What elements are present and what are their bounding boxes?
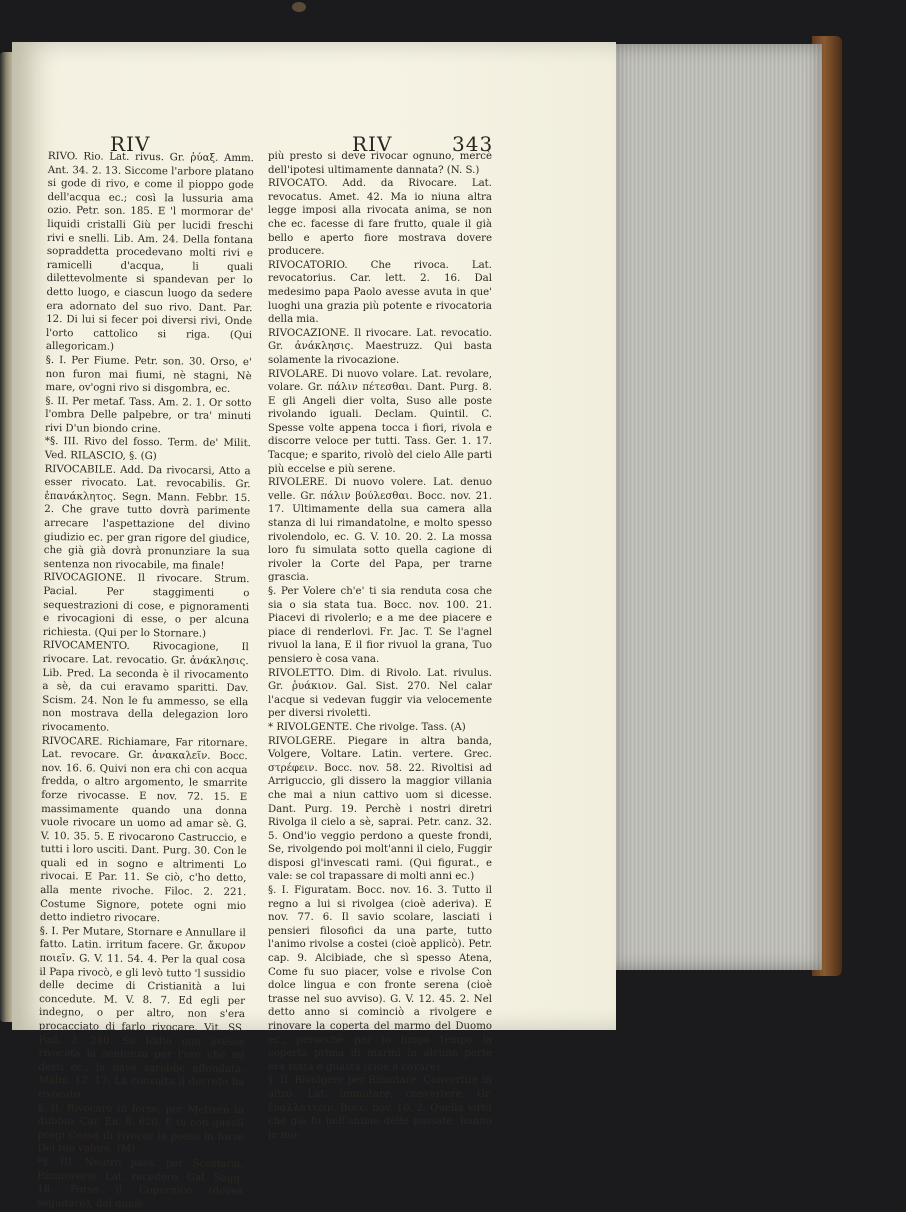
dictionary-page [12,42,616,1210]
running-head-center: RIV [352,132,393,156]
entry-rivolare: RIVOLARE. Di nuovo volare. Lat. revolare, volare. Gr. πάλιν πέτεσθαι. Dant. Purg. 8. E gli Angeli dier volta, Suso alle poste rivolando iguali. Declam. Quintil. C. Spesse volte appena tocca i fiori, rivola e discorre veloce per tutti. Tass. Ger. 1. 17. Tacque; e sparito, rivolò del cielo Alle parti più eccelse e più serene. [268,368,492,475]
entry-rivocato: RIVOCATO. Add. da Rivocare. Lat. revocatus. Amet. 42. Ma io niuna altra legge imposi alla rivocata anima, se non che ec. facesse di fare frutto, quale il già bello e aperto fiore mostrava dovere producere. [268,178,492,258]
entry-continuation: più presto si deve rivocar ognuno, mercè dell'ipotesi ultimamente dannata? (N. S.) [268,151,492,176]
entry-rivocamento: RIVOCAMENTO. Rivocagione, Il rivocare. Lat. revocatio. Gr. ἀνάκλησις. Lib. Pred. La seconda è il rivocamento a sè, da cui eravamo sparitti. Dav. Scism. 24. Non le fu ammesso, se ella non mostrava della delegazion loro rivocamento. [41,640,249,734]
entry-rivo: RIVO. Rio. Lat. rivus. Gr. ῥύαξ. Amm. Ant. 34. 2. 13. Siccome l'arbore platano si gode di rivo, e come il pioppo gode dell'acqua ec.; così la lussuria ama ozio. Petr. son. 185. E 'l mormorar de' liquidi cristalli Giù per lucidi freschi rivi e snelli. Lib. Am. 24. Della fontana sopraddetta procedevano molti rivi e ramicelli d'acqua, li quali dilettevolmente si spandevan per lo detto luogo, e ciascun luogo da sedere era adornato del suo rivo. Dant. Par. 12. Di lui si fecer poi diversi rivi, Onde l'orto cattolico si riga. (Qui allegoricam.) [45,150,254,354]
entry-rivolgente: * RIVOLGENTE. Che rivolge. Tass. (A) [268,721,466,733]
entry-rivocare: RIVOCARE. Richiamare, Far ritornare. Lat. revocare. Gr. ἀνακαλεῖν. Bocc. nov. 16. 6. Quivi non era chi con acqua fredda, o altro argomento, le smarrite forze rivocasse. E nov. 72. 15. E massimamente quando una donna vuole rivocare un uomo ad amar sè. G. V. 10. 35. 5. E rivocarono Castruccio, e tutti i loro usciti. Dant. Purg. 30. Con le quali ed in sogno e altrimenti Lo rivocai. E Par. 11. Se ciò, c'ho detto, alla mente rivoche. Filoc. 2. 221. Costume Signore, potete ogni mio detto indietro rivocare. [39,735,248,925]
entry-rivolgere: RIVOLGERE. Piegare in altra banda, Volgere, Voltare. Latin. vertere. Grec. στρέφειν. Bocc. nov. 58. 22. Rivoltisi ad Arriguccio, gli dissero la maggior villania che mai a niun cattivo uom si dicesse. Dant. Purg. 19. Perchè i nostri diretri Rivolga il cielo a sè, saprai. Petr. canz. 32. 5. Ond'io veggio perdono a queste frondi, Se, rivolgendo poi molt'anni il cielo, Fuggir disposi gl'invescati rami. (Qui figurat., e vale: se col trapassare di molti anni ec.) [268,735,492,883]
right-column [268,150,492,1142]
entry-rivolgere-sub2: §. II. Rivolgere per Rimutare, Convertire in altro. Lat. immutare, convertere. Gr. ἐναλλάττειν. Bocc. nov. 10. 2. Quella virtù che già fu nell'animo delle passate, hanno le mo- [268,1075,492,1141]
page-number: 343 [452,132,494,156]
entry-rivo-sub1: §. I. Per Fiume. Petr. son. 30. Orso, e' non furon mai fiumi, nè stagni, Nè mare, ov'ogni rivo si disgombra, ec. [45,354,252,396]
entry-rivolere: RIVOLERE. Di nuovo volere. Lat. denuo velle. Gr. πάλιν βούλεσθαι. Bocc. nov. 21. 17. Ultimamente della sua camera alla stanza di lui rimandatolne, e molto spesso rivolendolo, ec. G. V. 10. 20. 2. La mossa loro fu simulata sotto quella cagione di rivoler la Corte del Papa, per trarne grascia. [268,477,492,584]
entry-rivocagione: RIVOCAGIONE. Il rivocare. Strum. Pacial. Per staggimenti o sequestrazioni di cose, e pignoramenti e rivocagioni di esse, o per alcuna richiesta. (Qui per lo Stornare.) [42,572,250,640]
left-column [37,150,254,1212]
entry-rivocare-sub3: *§. III. Neutro pass. per Scostarsi, Rimuoversi. Lat. recedere. Gal. Sagg. 18. Forse il Copernico (dovea seguitare), dal quale [36,1156,244,1210]
entry-rivocare-sub2: §. II. Rivocare in forse, per Mettere in dubbio. Car. En. 8. 620. E tu con questi pregi Cessa di rivocar la possa in forse Del tuo valore. (M) [37,1102,245,1156]
entry-rivoletto: RIVOLETTO. Dim. di Rivolo. Lat. rivulus. Gr. ῥυάκιον. Gal. Sist. 270. Nel calar l'acque si vedevan fuggir via velocemente per diversi rivoletti. [268,667,492,720]
page-fore-edge [612,44,822,970]
running-head-left: RIV [110,132,151,156]
entry-rivo-sub3: *§. III. Rivo del fosso. Term. de' Milit. Ved. RILASCIO, §. (G) [44,436,251,463]
entry-rivocatorio: RIVOCATORIO. Che rivoca. Lat. revocatorius. Car. lett. 2. 16. Dal medesimo papa Paolo avesse avuta in que' luoghi una grazia più potente e rivocatoria della mia. [268,259,492,326]
entry-rivocazione: RIVOCAZIONE. Il rivocare. Lat. revocatio. Gr. ἀνάκλησις. Maestruzz. Qui basta solamente la rivocazione. [268,327,492,366]
entry-rivocare-sub1: §. I. Per Mutare, Stornare e Annullare il fatto. Latin. irritum facere. Gr. ἄκυρον ποιεῖν. G. V. 11. 54. 4. Per la qual cosa il Papa rivocò, e gli levò tutto 'l sussidio delle decime di Cristianità a lui concedute. M. V. 8. 7. Ed egli per indegno, o per altro, non s'era procacciato di farlo rivocare. Vit. SS. Pad. 2. 240. Se Iddio non avesse rivocata la sentenza per l'oro che mi desti ec., la nave sarebbe affondata. Malm. 12. 17. La consulta il decreto ha rivocato. [38,925,246,1101]
entry-rivo-sub2: §. II. Per metaf. Tass. Am. 2. 1. Or sotto l'ombra Delle palpebre, or tra' minuti rivi D'un biondo crine. [45,395,252,436]
entry-rivocabile: RIVOCABILE. Add. Da rivocarsi, Atto a esser rivocato. Lat. revocabilis. Gr. ἐπανάκλητος. Segn. Mann. Febbr. 15. 2. Che grave tutto dovrà parimente arrecare l'aspettazione del divino giudizio ec. per gran rigore del giudice, che già già dovrà pronunziare la sua sentenza non rivocabile, ma finale! [43,463,251,572]
entry-rivolere-sub: §. Per Volere ch'e' ti sia renduta cosa che sia o sia stata tua. Bocc. nov. 100. 21. Piacevi di rivolerlo; e a me dee piacere e piace di renderlovi. Fr. Jac. T. Se l'agnel rivuol la lana, E il fior rivuol la grana, Tuo pensiero è cosa vana. [268,586,492,665]
ink-spot [292,2,306,12]
entry-rivolgere-sub1: §. I. Figuratam. Bocc. nov. 16. 3. Tutto il regno a lui si rivolgea (cioè aderiva). E nov. 77. 6. Il savio scolare, lasciati i pensieri filosofici da una parte, tutto l'animo rivolse a costei (cioè applicò). Petr. cap. 9. Alcibiade, che sì spesso Atena, Come fu suo piacer, volse e rivolse Con dolce lingua e con fronte serena (cioè trasse nel suo avviso). G. V. 12. 45. 2. Nel detto anno si cominciò a rivolgere e rinovare la coperta del marmo del Duomo ec., perocchè per lo lungo tempo la coperta prima di marmi in alcuna parte era rotta e guasta (cioè a cavare). [268,885,492,1073]
